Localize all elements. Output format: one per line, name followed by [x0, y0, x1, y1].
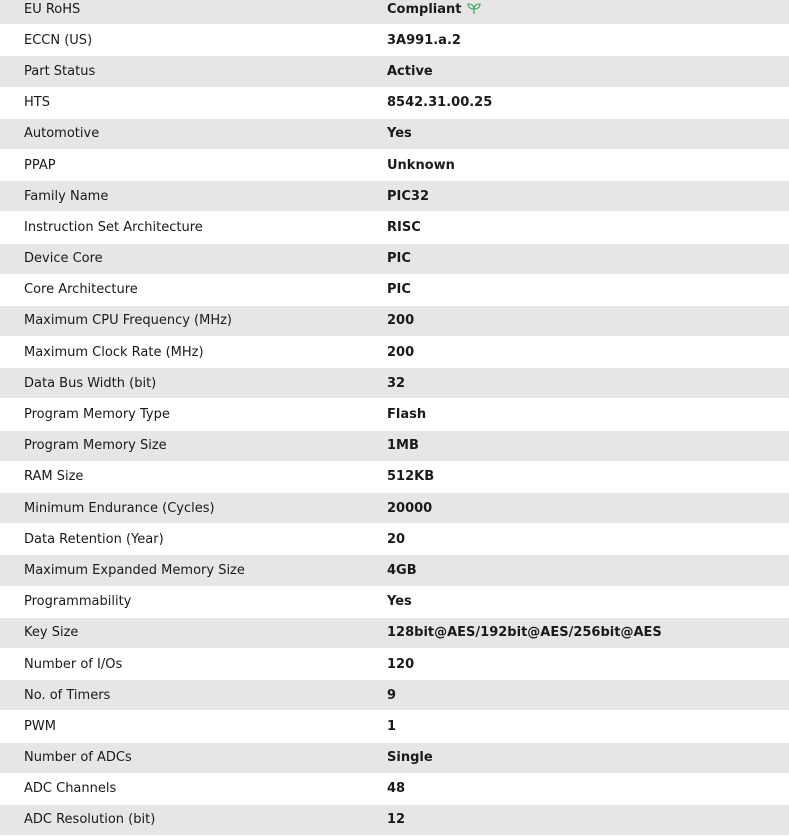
spec-value: PIC — [387, 282, 411, 298]
spec-value: 200 — [387, 313, 415, 329]
spec-row-no-of-timers — [0, 680, 789, 711]
spec-value: 120 — [387, 656, 415, 672]
spec-value: RISC — [387, 219, 421, 235]
spec-label: Device Core — [24, 251, 103, 267]
spec-label: Data Retention (Year) — [24, 531, 164, 547]
spec-label: Core Architecture — [24, 282, 138, 298]
spec-value: 9 — [387, 687, 397, 703]
spec-label: No. of Timers — [24, 687, 111, 703]
spec-row-number-of-adcs — [0, 743, 789, 774]
spec-label: Number of ADCs — [24, 750, 132, 766]
spec-row-family-name — [0, 181, 789, 212]
spec-value-text: Compliant — [387, 1, 462, 17]
spec-label: Instruction Set Architecture — [24, 219, 203, 235]
spec-row-hts — [0, 88, 789, 119]
spec-row-adc-resolution — [0, 805, 789, 836]
spec-label: Automotive — [24, 126, 100, 142]
spec-label: ADC Resolution (bit) — [24, 812, 156, 828]
spec-label: Program Memory Size — [24, 438, 167, 454]
spec-label: Maximum CPU Frequency (MHz) — [24, 313, 232, 329]
spec-value: Yes — [387, 594, 412, 610]
spec-value: Yes — [387, 126, 412, 142]
spec-value — [387, 2, 789, 17]
spec-row-ram-size — [0, 462, 789, 493]
spec-row-programmability — [0, 587, 789, 618]
spec-value: 1MB — [387, 438, 419, 454]
spec-row-program-memory-type — [0, 399, 789, 430]
spec-row-max-expanded-memory — [0, 555, 789, 586]
spec-row-key-size — [0, 618, 789, 649]
spec-value: 3A991.a.2 — [387, 32, 461, 48]
spec-label: Number of I/Os — [24, 656, 123, 672]
spec-label: Family Name — [24, 188, 109, 204]
spec-value: Flash — [387, 407, 427, 423]
spec-label: HTS — [24, 95, 50, 111]
spec-label: PPAP — [24, 157, 56, 173]
spec-label: EU RoHS — [24, 1, 81, 17]
spec-label: Minimum Endurance (Cycles) — [24, 500, 215, 516]
spec-value: 32 — [387, 375, 406, 391]
spec-value: 12 — [387, 812, 406, 828]
spec-row-adc-channels — [0, 774, 789, 805]
spec-value: 20 — [387, 531, 406, 547]
spec-row-device-core — [0, 244, 789, 275]
spec-value: Active — [387, 63, 433, 79]
spec-value: PIC32 — [387, 188, 429, 204]
spec-row-max-clock-rate — [0, 337, 789, 368]
spec-label: PWM — [24, 718, 56, 734]
spec-value: Unknown — [387, 157, 455, 173]
spec-row-number-of-ios — [0, 649, 789, 680]
spec-row-part-status — [0, 56, 789, 87]
spec-label: Programmability — [24, 594, 132, 610]
spec-row-eu-rohs — [0, 0, 789, 25]
spec-label: RAM Size — [24, 469, 84, 485]
spec-row-data-bus-width — [0, 368, 789, 399]
spec-row-min-endurance — [0, 493, 789, 524]
spec-row-pwm — [0, 711, 789, 742]
spec-row-ppap — [0, 150, 789, 181]
spec-row-program-memory-size — [0, 431, 789, 462]
spec-row-isa — [0, 212, 789, 243]
spec-label: ADC Channels — [24, 781, 117, 797]
spec-value: PIC — [387, 251, 411, 267]
spec-value: 48 — [387, 781, 406, 797]
spec-label: Data Bus Width (bit) — [24, 375, 157, 391]
spec-value: 4GB — [387, 562, 417, 578]
spec-label: ECCN (US) — [24, 32, 93, 48]
spec-value: 512KB — [387, 469, 435, 485]
spec-value: 200 — [387, 344, 415, 360]
spec-label: Maximum Expanded Memory Size — [24, 562, 245, 578]
spec-value: 128bit@AES/192bit@AES/256bit@AES — [387, 625, 662, 641]
spec-row-core-architecture — [0, 275, 789, 306]
spec-value: Single — [387, 750, 433, 766]
spec-row-eccn — [0, 25, 789, 56]
spec-value: 1 — [387, 718, 397, 734]
spec-label: Program Memory Type — [24, 407, 170, 423]
spec-row-automotive — [0, 119, 789, 150]
spec-row-data-retention — [0, 524, 789, 555]
spec-label: Key Size — [24, 625, 79, 641]
spec-value: 20000 — [387, 500, 433, 516]
spec-value: 8542.31.00.25 — [387, 95, 493, 111]
spec-label: Maximum Clock Rate (MHz) — [24, 344, 204, 360]
leaf-icon — [467, 3, 481, 15]
spec-row-max-cpu-frequency — [0, 306, 789, 337]
spec-label: Part Status — [24, 63, 96, 79]
